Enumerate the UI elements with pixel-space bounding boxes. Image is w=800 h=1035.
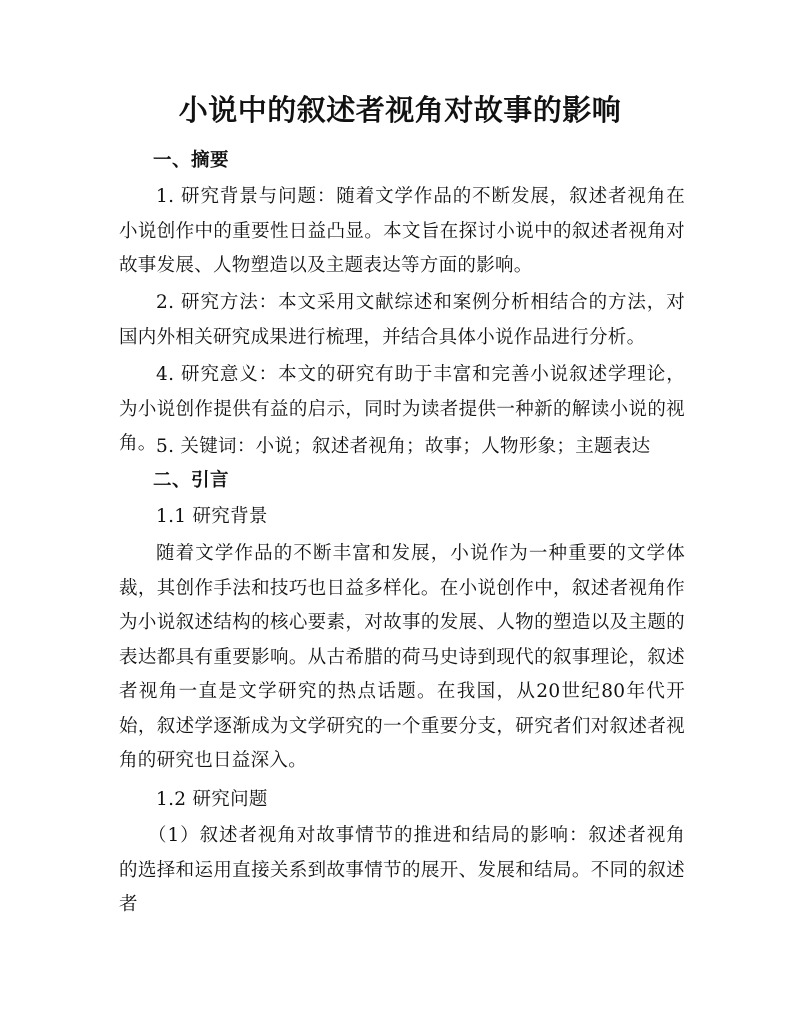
subsection-title-questions: 1.2 研究问题: [156, 789, 268, 810]
abstract-item-keywords: 5. 关键词：小说；叙述者视角；故事；人物形象；主题表达: [156, 436, 651, 457]
abstract-heading: 一、摘要: [153, 150, 230, 171]
subsection-questions-text: （1）叙述者视角对故事情节的推进和结局的影响：叙述者视角的选择和运用直接关系到故事情节的展开、发展和结局。不同的叙述者: [119, 825, 685, 915]
subsection-background-text: 随着文学作品的不断丰富和发展，小说作为一种重要的文学体裁，其创作手法和技巧也日益多样化。在小说创作中，叙述者视角作为小说叙述结构的核心要素，对故事的发展、人物的塑造以及主题的表达都具有重要影响。从古希腊的荷马史诗到现代的叙事理论，叙述者视角一直是文学研究的热点话题。在我国，从20世纪80年代开始，叙述学逐渐成为文学研究的一个重要分支，研究者们对叙述者视角的研究也日益深入。: [119, 543, 685, 771]
introduction-heading: 二、引言: [153, 470, 230, 491]
abstract-item-significance: 4. 研究意义：本文的研究有助于丰富和完善小说叙述学理论，为小说创作提供有益的启示，同时为读者提供一种新的解读小说的视角。: [119, 364, 685, 454]
page-title: 小说中的叙述者视角对故事的影响: [178, 93, 622, 127]
subsection-title-background: 1.1 研究背景: [156, 506, 268, 527]
abstract-item-background: 1. 研究背景与问题：随着文学作品的不断发展，叙述者视角在小说创作中的重要性日益凸显。本文旨在探讨小说中的叙述者视角对故事发展、人物塑造以及主题表达等方面的影响。: [119, 186, 685, 276]
abstract-item-method: 2. 研究方法：本文采用文献综述和案例分析相结合的方法，对国内外相关研究成果进行梳理，并结合具体小说作品进行分析。: [119, 292, 685, 348]
